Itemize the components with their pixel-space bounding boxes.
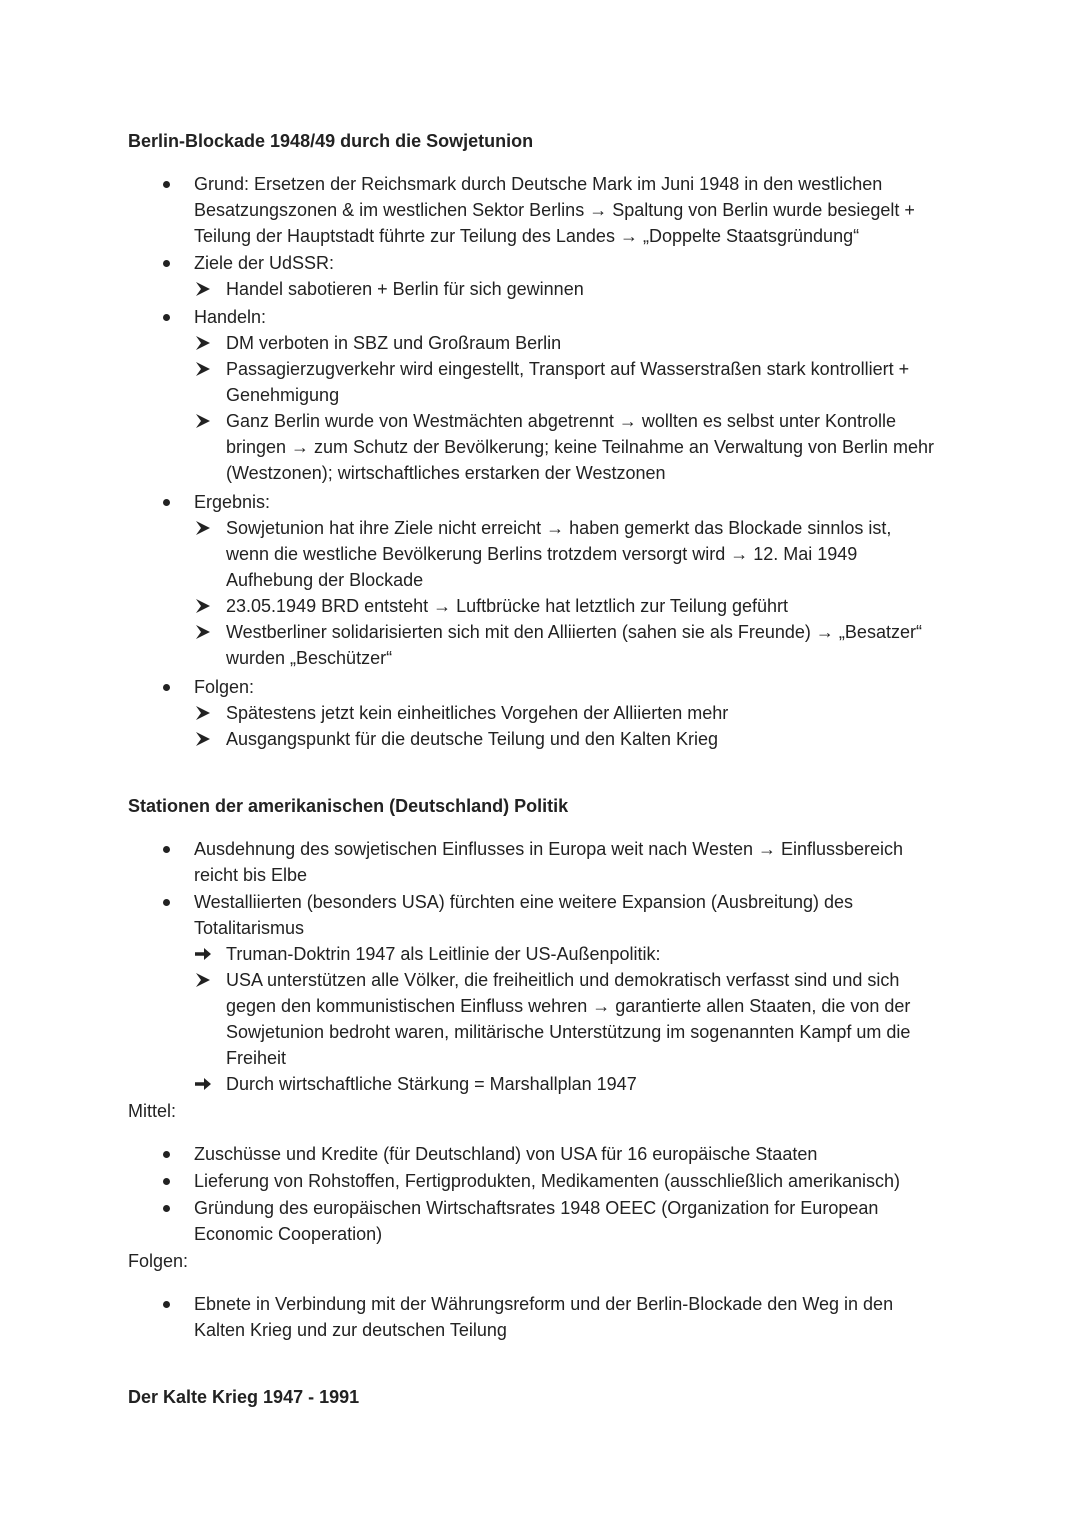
- text-line: Truman-Doktrin 1947 als Leitlinie der US-Außenpolitik:: [226, 944, 661, 964]
- text-line: Ebnete in Verbindung mit der Währungsreform und der Berlin-Blockade den Weg in den: [194, 1294, 894, 1314]
- arrowhead-bullet-icon: [195, 972, 211, 988]
- arrowhead-bullet-icon: [195, 281, 211, 297]
- text-line: Durch wirtschaftliche Stärkung = Marshallplan 1947: [226, 1074, 637, 1094]
- text-line: Ganz Berlin wurde von Westmächten abgetrennt → wollten es selbst unter Kontrolle: [226, 411, 897, 431]
- subheading-mittel: Mittel:: [128, 1101, 177, 1121]
- text-line: Spätestens jetzt kein einheitliches Vorgehen der Alliierten mehr: [226, 703, 729, 723]
- arrowhead-bullet-icon: [195, 520, 211, 536]
- section-heading-berlin-blockade: Berlin-Blockade 1948/49 durch die Sowjetunion: [128, 131, 534, 151]
- thick-arrow-bullet-icon: [194, 1076, 212, 1092]
- text-line: Grund: Ersetzen der Reichsmark durch Deutsche Mark im Juni 1948 in den westlichen: [194, 174, 883, 194]
- arrowhead-bullet-icon: [195, 413, 211, 429]
- bullet-dot: [163, 1301, 170, 1308]
- text-line: Sowjetunion hat ihre Ziele nicht erreicht → haben gemerkt das Blockade sinnlos ist,: [226, 518, 892, 538]
- text-line: Freiheit: [226, 1048, 287, 1068]
- arrowhead-bullet-icon: [195, 361, 211, 377]
- section-heading-cold-war: Der Kalte Krieg 1947 - 1991: [128, 1387, 360, 1407]
- text-line: Zuschüsse und Kredite (für Deutschland) von USA für 16 europäische Staaten: [194, 1144, 818, 1164]
- bullet-dot: [163, 181, 170, 188]
- text-line: gegen den kommunistischen Einfluss wehren → garantierte allen Staaten, die von der: [226, 996, 911, 1016]
- text-line: Westberliner solidarisierten sich mit den Alliierten (sahen sie als Freunde) → „Besatzer“: [226, 622, 922, 642]
- text-line: Ziele der UdSSR:: [194, 253, 335, 273]
- text-line: Ausdehnung des sowjetischen Einflusses in Europa weit nach Westen → Einflussbereich: [194, 839, 904, 859]
- text-line: Lieferung von Rohstoffen, Fertigprodukten, Medikamenten (ausschließlich amerikanisch): [194, 1171, 901, 1191]
- thick-arrow-bullet-icon: [194, 946, 212, 962]
- arrowhead-bullet-icon: [195, 335, 211, 351]
- bullet-dot: [163, 899, 170, 906]
- text-line: Aufhebung der Blockade: [226, 570, 424, 590]
- section-heading-american-policy: Stationen der amerikanischen (Deutschland) Politik: [128, 796, 569, 816]
- bullet-dot: [163, 846, 170, 853]
- text-line: Folgen:: [194, 677, 255, 697]
- text-line: Handel sabotieren + Berlin für sich gewinnen: [226, 279, 584, 299]
- text-line: Kalten Krieg und zur deutschen Teilung: [194, 1320, 507, 1340]
- bullet-dot: [163, 1151, 170, 1158]
- arrowhead-bullet-icon: [195, 624, 211, 640]
- text-line: Handeln:: [194, 307, 267, 327]
- text-line: Ausgangspunkt für die deutsche Teilung und den Kalten Krieg: [226, 729, 719, 749]
- text-line: 23.05.1949 BRD entsteht → Luftbrücke hat letztlich zur Teilung geführt: [226, 596, 788, 616]
- bullet-dot: [163, 684, 170, 691]
- text-line: reicht bis Elbe: [194, 865, 308, 885]
- text-line: wenn die westliche Bevölkerung Berlins trotzdem versorgt wird → 12. Mai 1949: [226, 544, 858, 564]
- text-line: (Westzonen); wirtschaftliches erstarken der Westzonen: [226, 463, 666, 483]
- bullet-dot: [163, 499, 170, 506]
- bullet-dot: [163, 314, 170, 321]
- text-line: Passagierzugverkehr wird eingestellt, Transport auf Wasserstraßen stark kontrolliert +: [226, 359, 910, 379]
- arrowhead-bullet-icon: [195, 731, 211, 747]
- text-line: Westalliierten (besonders USA) fürchten eine weitere Expansion (Ausbreitung) des: [194, 892, 854, 912]
- bullet-dot: [163, 1205, 170, 1212]
- text-line: USA unterstützen alle Völker, die freiheitlich und demokratisch verfasst sind und sich: [226, 970, 900, 990]
- bullet-dot: [163, 1178, 170, 1185]
- text-line: Totalitarismus: [194, 918, 305, 938]
- text-line: Ergebnis:: [194, 492, 271, 512]
- text-line: Genehmigung: [226, 385, 340, 405]
- text-line: Besatzungszonen & im westlichen Sektor Berlins → Spaltung von Berlin wurde besiegelt +: [194, 200, 915, 220]
- arrowhead-bullet-icon: [195, 598, 211, 614]
- text-line: Gründung des europäischen Wirtschaftsrates 1948 OEEC (Organization for European: [194, 1198, 879, 1218]
- text-line: Teilung der Hauptstadt führte zur Teilung des Landes → „Doppelte Staatsgründung“: [194, 226, 860, 246]
- bullet-dot: [163, 260, 170, 267]
- arrowhead-bullet-icon: [195, 705, 211, 721]
- text-line: Economic Cooperation): [194, 1224, 383, 1244]
- text-line: DM verboten in SBZ und Großraum Berlin: [226, 333, 562, 353]
- text-line: Sowjetunion bedroht waren, militärische Unterstützung im sogenannten Kampf um die: [226, 1022, 911, 1042]
- text-line: bringen → zum Schutz der Bevölkerung; keine Teilnahme an Verwaltung von Berlin mehr: [226, 437, 935, 457]
- text-line: wurden „Beschützer“: [226, 648, 393, 668]
- subheading-folgen: Folgen:: [128, 1251, 189, 1271]
